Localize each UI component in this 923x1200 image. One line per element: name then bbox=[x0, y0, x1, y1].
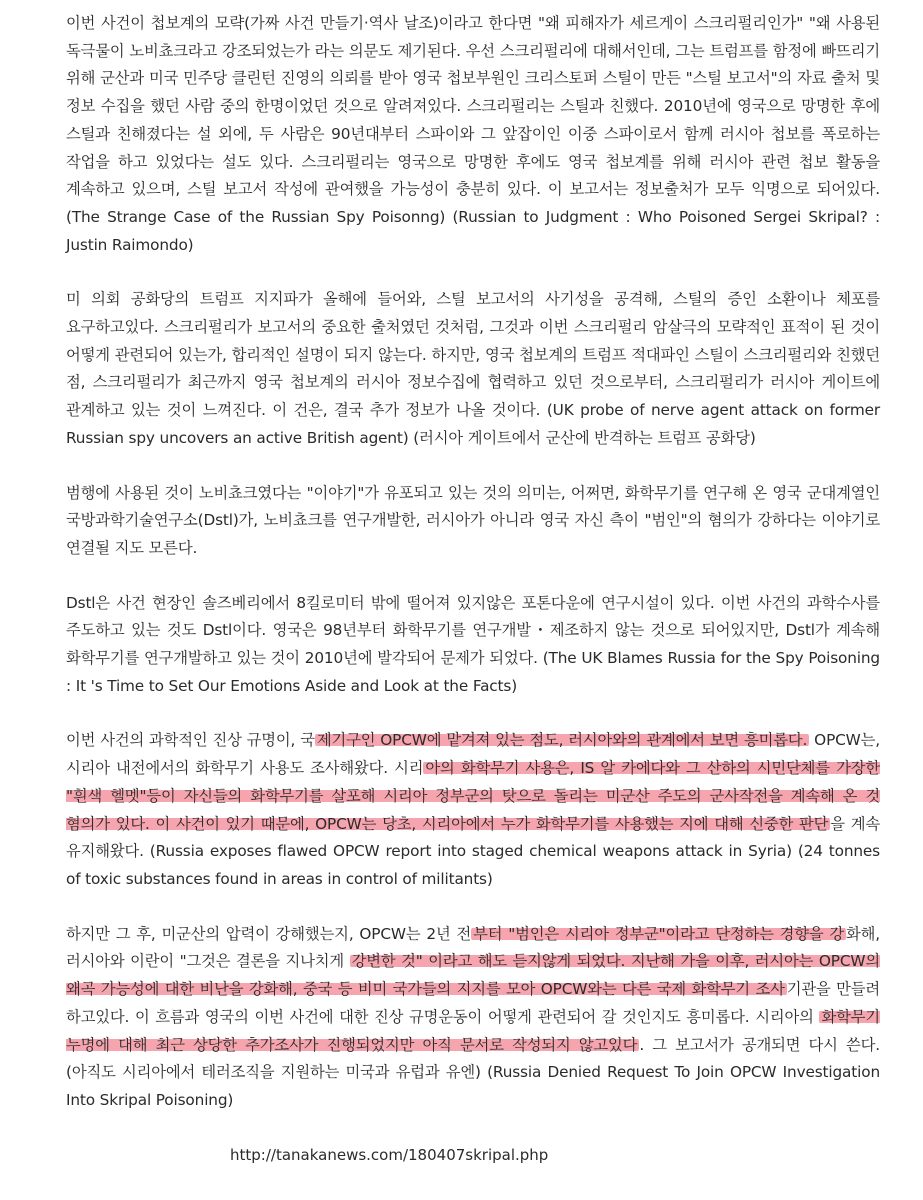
highlighted-text: 제기구인 OPCW에 맡겨져 있는 점도, 러시아와의 관계에서 보면 흥미롭다. bbox=[316, 731, 808, 750]
paragraph-2 bbox=[66, 286, 880, 452]
paragraph-text: Dstl은 사건 현장인 솔즈베리에서 8킬로미터 밖에 떨어져 있지않은 포톤다운에 연구시설이 있다. 이번 사건의 과학수사를 주도하고 있는 것도 Dstl이다. 영국은 98년부터 화학무기를 연구개발・제조하지 않는 것으로 되어있지만, Dstl가 계속해 화학무기를 연구개발하고 있는 것이 2010년에 발각되어 문제가 되었다. (The UK Blames Russia for the Spy Poisoning : It 's Time to Set Our Emotions Aside and Look at the Facts) bbox=[66, 593, 880, 695]
paragraph-1 bbox=[66, 10, 880, 259]
paragraph-3 bbox=[66, 480, 880, 563]
paragraph-text: 범행에 사용된 것이 노비쵸크였다는 "이야기"가 유포되고 있는 것의 의미는, 어쩌면, 화학무기를 연구해 온 영국 군대계열인 국방과학기술연구소(Dstl)가, 노비쵸크를 연구개발한, 러시아가 아니라 영국 자신 측이 "범인"의 혐의가 강하다는 이야기로 연결될 지도 모른다. bbox=[66, 483, 880, 557]
paragraph-4 bbox=[66, 590, 880, 701]
paragraph-text: OPCW는, 시리아 내전에서의 화학무기 사용도 조사해왔다. 시리 bbox=[66, 731, 880, 778]
highlighted-text: 부터 "범인은 시리아 정부군"이라고 단정하는 경향을 강 bbox=[473, 924, 845, 943]
paragraph-text: 미 의회 공화당의 트럼프 지지파가 올해에 들어와, 스틸 보고서의 사기성을 공격해, 스틸의 증인 소환이나 체포를 요구하고있다. 스크리펄리가 보고서의 중요한 출처였던 것처럼, 그것과 이번 스크리펄리 암살극의 모략적인 표적이 된 것이 어떻게 관련되어 있는가, 합리적인 설명이 되지 않는다. 하지만, 영국 첩보계의 트럼프 적대파인 스틸이 스크리펄리와 친했던 점, 스크리펄리가 최근까지 영국 첩보계의 러시아 정보수집에 협력하고 있던 것으로부터, 스크리펄리가 러시아 게이트에 관계하고 있는 것이 느껴진다. 이 건은, 결국 추가 정보가 나올 것이다. (UK probe of nerve agent attack on former Russian spy uncovers an active British agent) (러시아 게이트에서 군산에 반격하는 트럼프 공화당) bbox=[66, 290, 880, 447]
highlighted-text: 화학무기 누명에 대해 최근 상당한 추가조사가 진행되었지만 아직 문서로 작성되지 않고있다 bbox=[66, 1007, 880, 1054]
paragraph-text: . 그 보고서가 공개되면 다시 쓴다. (아직도 시리아에서 테러조직을 지원하는 미국과 유럽과 유엔) (Russia Denied Request To Join OPCW Investigation Into Skripal Poisoning) bbox=[66, 1035, 880, 1109]
highlighted-text: 아의 화학무기 사용은, IS 알 카에다와 그 산하의 시민단체를 가장한 "흰색 헬멧"등이 자신들의 화학무기를 살포해 시리아 정부군의 탓으로 돌리는 미군산 주도의 군사작전을 계속해 온 것 혐의가 있다. 이 사건이 있기 때문에, OPCW는 당초, 시리아에서 누가 화학무기를 사용했는 지에 대해 신중한 판단 bbox=[66, 759, 880, 833]
paragraph-text: 이번 사건이 첩보계의 모략(가짜 사건 만들기·역사 날조)이라고 한다면 "왜 피해자가 세르게이 스크리펄리인가" "왜 사용된 독극물이 노비쵸크라고 강조되었는가 라는 의문도 제기된다. 우선 스크리펄리에 대해서인데, 그는 트럼프를 함정에 빠뜨리기 위해 군산과 미국 민주당 클린턴 진영의 의뢰를 받아 영국 첩보부원인 크리스토퍼 스틸이 만든 "스틸 보고서"의 자료 출처 및 정보 수집을 했던 사람 중의 한명이었던 것으로 알려져있다. 스크리펄리는 스틸과 친했다. 2010년에 영국으로 망명한 후에 스틸과 친해졌다는 설 외에, 두 사람은 90년대부터 스파이와 그 앞잡이인 이중 스파이로서 함께 러시아 첩보를 폭로하는 작업을 하고 있었다는 설도 있다. 스크리펄리는 영국으로 망명한 후에도 영국 첩보계를 위해 러시아 관련 첩보 활동을 계속하고 있으며, 스틸 보고서 작성에 관여했을 가능성이 충분히 있다. 이 보고서는 정보출처가 모두 익명으로 되어있다. (The Strange Case of the Russian Spy Poisonng) (Russian to Judgment : Who Poisoned Sergei Skripal? : Justin Raimondo) bbox=[66, 14, 880, 254]
paragraph-text: 이번 사건의 과학적인 진상 규명이, 국 bbox=[66, 731, 315, 750]
paragraph-text: 기관을 만들려 하고있다. 이 흐름과 영국의 이번 사건에 대한 진상 규명운동이 어떻게 관련되어 갈 것인지도 흥미롭다. 시리아의 bbox=[66, 980, 880, 1026]
paragraph-5 bbox=[66, 727, 880, 893]
highlighted-text: 강변한 것" 이라고 해도 듣지않게 되었다. 지난해 가을 이후, 러시아는 OPCW의 왜곡 가능성에 대한 비난을 강화해, 중국 등 비미 국가들의 지지를 모아 OPCW와는 다른 국제 화학무기 조사 bbox=[66, 952, 880, 999]
paragraph-text: 하지만 그 후, 미군산의 압력이 강해했는지, OPCW는 2년 전 bbox=[66, 924, 472, 943]
source-url[interactable]: http://tanakanews.com/180407skripal.php bbox=[230, 1146, 549, 1164]
paragraph-6 bbox=[66, 921, 880, 1115]
article-body bbox=[66, 10, 880, 1142]
paragraph-text: 을 계속 유지해왔다. (Russia exposes flawed OPCW report into staged chemical weapons attack in Syria) (24 tonnes of toxic substances found in areas in control of militants) bbox=[66, 814, 881, 888]
paragraph-text: 화해, 러시아와 이란이 "그것은 결론을 지나치게 bbox=[66, 924, 881, 971]
